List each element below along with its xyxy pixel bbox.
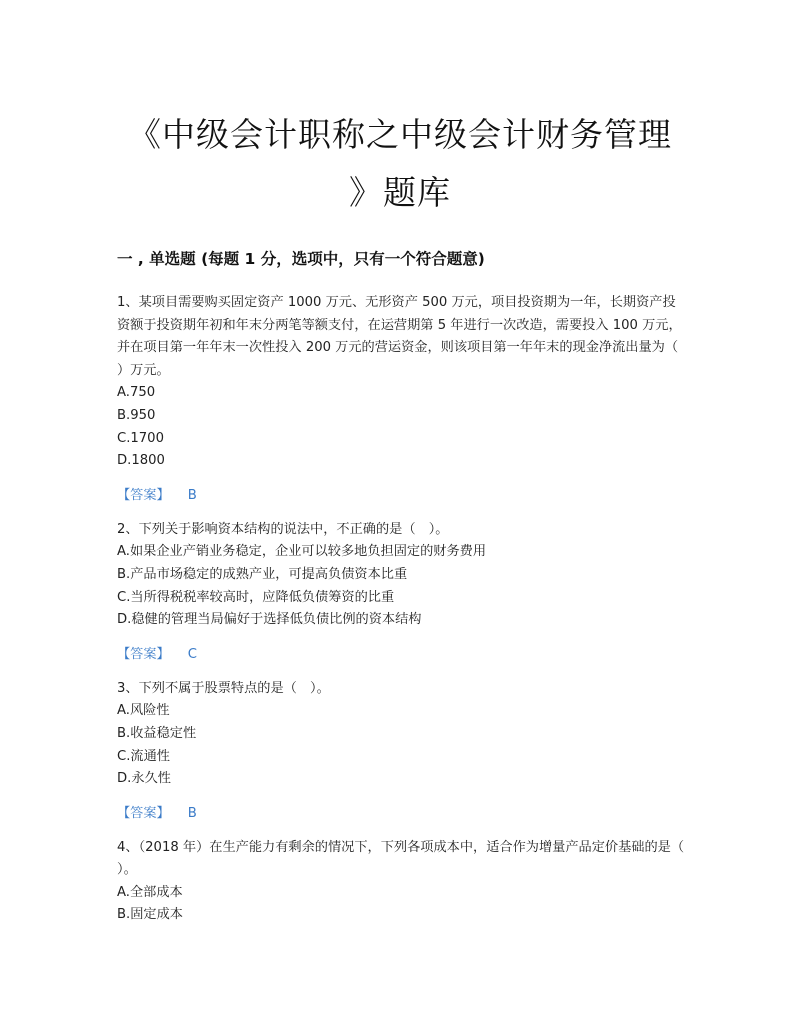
title-line-2: 》题库: [349, 173, 451, 212]
option-c: C.流通性: [117, 748, 170, 764]
section-heading: 一 , 单选题 (每题 1 分，选项中，只有一个符合题意): [117, 250, 485, 268]
answer-line: [117, 485, 687, 507]
answer-value: C: [187, 646, 197, 662]
question-stem: 1、某项目需要购买固定资产 1000 万元、无形资产 500 万元，项目投资期为一年，长期资产投资额于投资期年初和年末分两笔等额支付，在运营期第 5 年进行一次改造，需要投入 100 万元，并在项目第一年年末一次性投入 200 万元的营运资金，则该项目第一年年末的现金净流出量为（ ）万元。: [117, 295, 682, 378]
option-b: B.产品市场稳定的成熟产业，可提高负债资本比重: [117, 566, 408, 582]
option-b: B.950: [117, 407, 156, 423]
option-b: B.固定成本: [117, 907, 183, 923]
option-a: A.风险性: [117, 703, 170, 719]
answer-line: [117, 803, 687, 825]
option-c: C.当所得税税率较高时，应降低负债筹资的比重: [117, 589, 395, 605]
question-list: [117, 292, 687, 927]
answer-value: B: [187, 805, 197, 821]
title-line-1: 《中级会计职称之中级会计财务管理: [128, 115, 672, 154]
option-a: A.750: [117, 385, 156, 401]
answer-value: B: [187, 487, 197, 503]
answer-label: 【答案】: [117, 646, 170, 662]
option-a: A.全部成本: [117, 884, 183, 900]
question-stem: 2、下列关于影响资本结构的说法中，不正确的是（ ）。: [117, 521, 449, 537]
question-2: [117, 519, 687, 666]
option-d: D.1800: [117, 453, 165, 469]
question-3: [117, 678, 687, 825]
option-d: D.稳健的管理当局偏好于选择低负债比例的资本结构: [117, 612, 422, 628]
option-a: A.如果企业产销业务稳定，企业可以较多地负担固定的财务费用: [117, 544, 487, 560]
answer-label: 【答案】: [117, 805, 170, 821]
answer-label: 【答案】: [117, 487, 170, 503]
answer-line: [117, 644, 687, 666]
question-stem: 4、（2018 年）在生产能力有剩余的情况下，下列各项成本中，适合作为增量产品定价基础的是（ ）。: [117, 839, 685, 878]
question-1: [117, 292, 687, 507]
question-stem: 3、下列不属于股票特点的是（ ）。: [117, 680, 330, 696]
document-title: [100, 106, 700, 222]
option-c: C.1700: [117, 430, 164, 446]
question-4: [117, 837, 687, 927]
option-b: B.收益稳定性: [117, 725, 197, 741]
option-d: D.永久性: [117, 771, 171, 787]
